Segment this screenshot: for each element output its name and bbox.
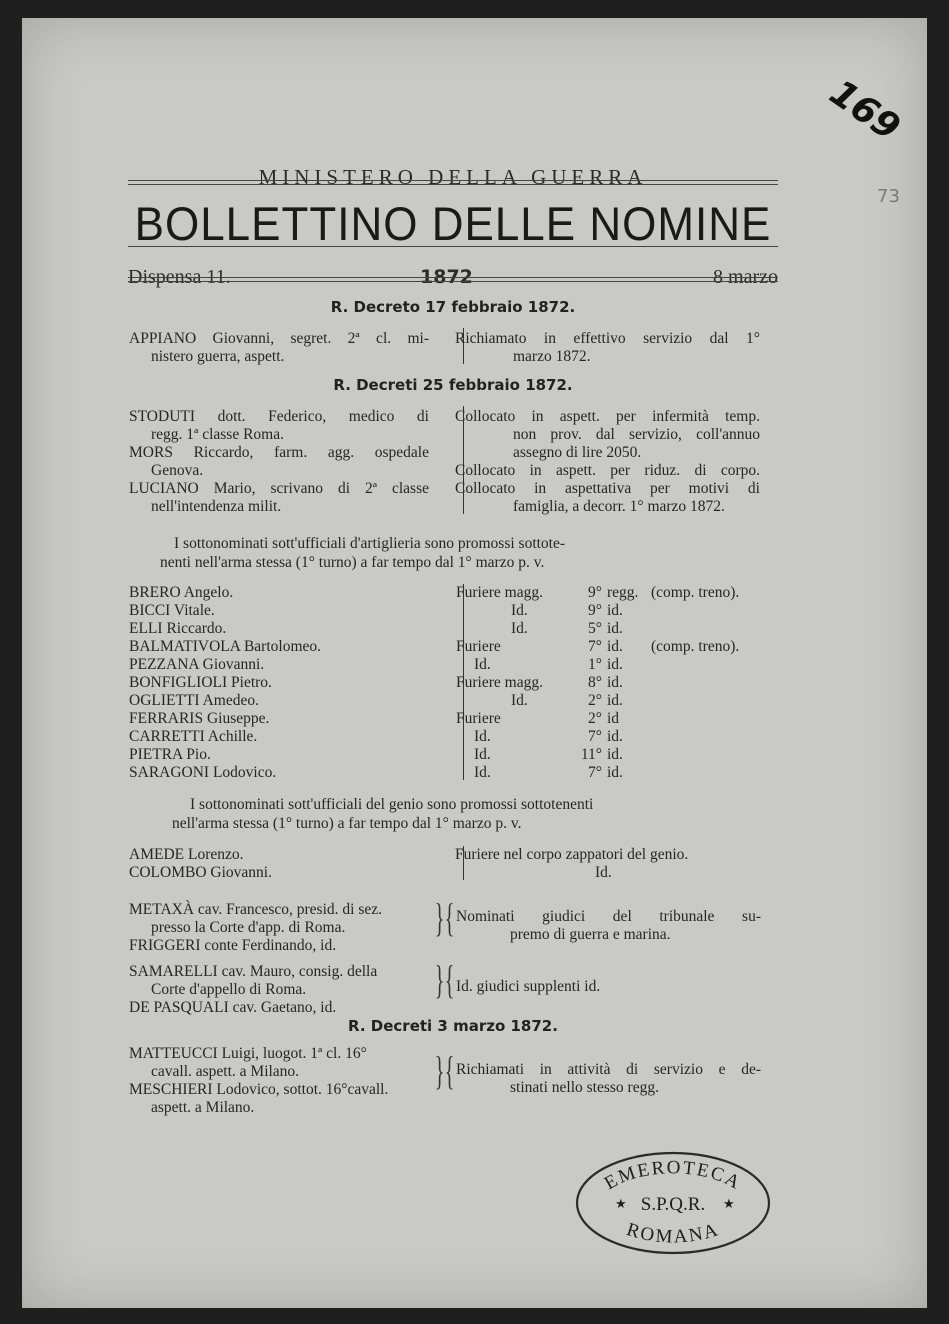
list-item: Furiere 2° id bbox=[456, 710, 620, 727]
brace-icon: } bbox=[434, 957, 445, 1002]
brace-icon: { bbox=[444, 895, 455, 940]
supplenti-left: SAMARELLI cav. Mauro, consig. della Corte d'appello di Roma. DE PASQUALI cav. Gaetano, id. bbox=[129, 963, 378, 1016]
svg-text:ROMANA bbox=[624, 1219, 722, 1248]
list-item: Furiere magg. 8° id. bbox=[456, 674, 623, 691]
genio-note: I sottonominati sott'ufficiali del genio sono promossi sottotenenti nell'arma stessa (1° turno) a far tempo dal 1° marzo p. v. bbox=[172, 796, 594, 832]
bulletin-title: BOLLETTINO DELLE NOMINE bbox=[134, 198, 772, 251]
stamp-top-text: EMEROTECA bbox=[600, 1157, 745, 1195]
emeroteca-stamp bbox=[573, 1148, 773, 1258]
list-item: Id. 7° id. bbox=[474, 728, 623, 745]
ministry-heading: MINISTERO DELLA GUERRA bbox=[258, 165, 648, 189]
meta-rule bbox=[128, 277, 778, 278]
decree3-right: Richiamati in attività di servizio e de- stinati nello stesso regg. bbox=[456, 1061, 761, 1096]
faint-page-number: 73 bbox=[877, 186, 900, 207]
date-label: 8 marzo bbox=[713, 266, 778, 288]
list-item: PEZZANA Giovanni. bbox=[129, 656, 265, 673]
artiglieria-note: I sottonominati sott'ufficiali d'artiglieria sono promossi sottote- nenti nell'arma stessa (1° turno) a far tempo dal 1° marzo p. v. bbox=[160, 535, 566, 571]
decree-heading: R. Decreti 3 marzo 1872. bbox=[348, 1017, 558, 1035]
artiglieria-assignments bbox=[456, 584, 739, 782]
list-item: BALMATIVOLA Bartolomeo. bbox=[129, 638, 322, 655]
title-rule bbox=[128, 246, 778, 247]
brace-icon: } bbox=[434, 895, 445, 940]
list-item: Id. 2° id. bbox=[511, 692, 623, 709]
stamp-middle-text: S.P.Q.R. bbox=[640, 1194, 706, 1215]
supplenti-right: Id. giudici supplenti id. bbox=[456, 978, 601, 995]
artiglieria-names bbox=[129, 584, 321, 782]
tribunale-left: METAXÀ cav. Francesco, presid. di sez. presso la Corte d'app. di Roma. FRIGGERI conte Ferdinando, id. bbox=[129, 901, 382, 954]
decree-heading: R. Decreto 17 febbraio 1872. bbox=[330, 298, 576, 316]
list-item: Id. 9° id. bbox=[511, 602, 623, 619]
list-item: Id. 1° id. bbox=[474, 656, 623, 673]
svg-text:★: ★ bbox=[615, 1196, 627, 1211]
dispensa-label: Dispensa 11. bbox=[128, 266, 231, 288]
genio-right: Furiere nel corpo zappatori del genio. Id. bbox=[455, 846, 689, 881]
list-item: SARAGONI Lodovico. bbox=[129, 764, 277, 781]
svg-text:EMEROTECA bbox=[601, 1157, 745, 1194]
decree2-right: Collocato in aspett. per infermità temp. non prov. dal servizio, coll'annuo assegno di lire 2050. Collocato in aspett. per riduz. di corpo. Collocato in aspettativa per motivi di famiglia, a decorr. 1° marzo 1872. bbox=[455, 408, 760, 515]
stamp-oval-icon bbox=[573, 1148, 773, 1258]
list-item: OGLIETTI Amedeo. bbox=[129, 692, 259, 709]
list-item: BRERO Angelo. bbox=[129, 584, 234, 601]
svg-text:★: ★ bbox=[723, 1196, 735, 1211]
decree1-left: APPIANO Giovanni, segret. 2ª cl. mi- nistero guerra, aspett. bbox=[129, 330, 429, 365]
tribunale-right: Nominati giudici del tribunale su- premo di guerra e marina. bbox=[456, 908, 761, 943]
year-label: 1872 bbox=[420, 266, 473, 288]
list-item: CARRETTI Achille. bbox=[129, 728, 258, 745]
list-item: Id. 7° id. bbox=[474, 764, 623, 781]
list-item: PIETRA Pio. bbox=[129, 746, 211, 763]
header-rule bbox=[128, 184, 778, 185]
genio-left: AMEDE Lorenzo. COLOMBO Giovanni. bbox=[129, 846, 272, 881]
list-item: Id. 5° id. bbox=[511, 620, 623, 637]
decree2-left: STODUTI dott. Federico, medico di regg. 1ª classe Roma. MORS Riccardo, farm. agg. ospedale Genova. LUCIANO Mario, scrivano di 2ª classe nell'intendenza milit. bbox=[129, 408, 429, 515]
header-rule bbox=[128, 180, 778, 181]
meta-rule bbox=[128, 281, 778, 282]
document-page bbox=[22, 18, 927, 1308]
stamp-bottom-text: ROMANA bbox=[624, 1219, 722, 1248]
list-item: BONFIGLIOLI Pietro. bbox=[129, 674, 272, 691]
list-item: Id. 11° id. bbox=[474, 746, 623, 763]
list-item: Furiere 7° id. (comp. treno). bbox=[456, 638, 740, 655]
handwritten-page-number: 169 bbox=[822, 72, 908, 149]
list-item: ELLI Riccardo. bbox=[129, 620, 227, 637]
brace-icon: { bbox=[444, 957, 455, 1002]
list-item: FERRARIS Giuseppe. bbox=[129, 710, 270, 727]
brace-icon: } bbox=[434, 1048, 445, 1093]
decree-heading: R. Decreti 25 febbraio 1872. bbox=[333, 376, 573, 394]
list-item: Furiere magg. 9° regg. (comp. treno). bbox=[456, 584, 740, 601]
decree3-left: MATTEUCCI Luigi, luogot. 1ª cl. 16° cavall. aspett. a Milano. MESCHIERI Lodovico, sottot. 16°cavall. aspett. a Milano. bbox=[129, 1045, 389, 1116]
decree1-right: Richiamato in effettivo servizio dal 1° marzo 1872. bbox=[455, 330, 760, 365]
brace-icon: { bbox=[444, 1048, 455, 1093]
list-item: BICCI Vitale. bbox=[129, 602, 215, 619]
